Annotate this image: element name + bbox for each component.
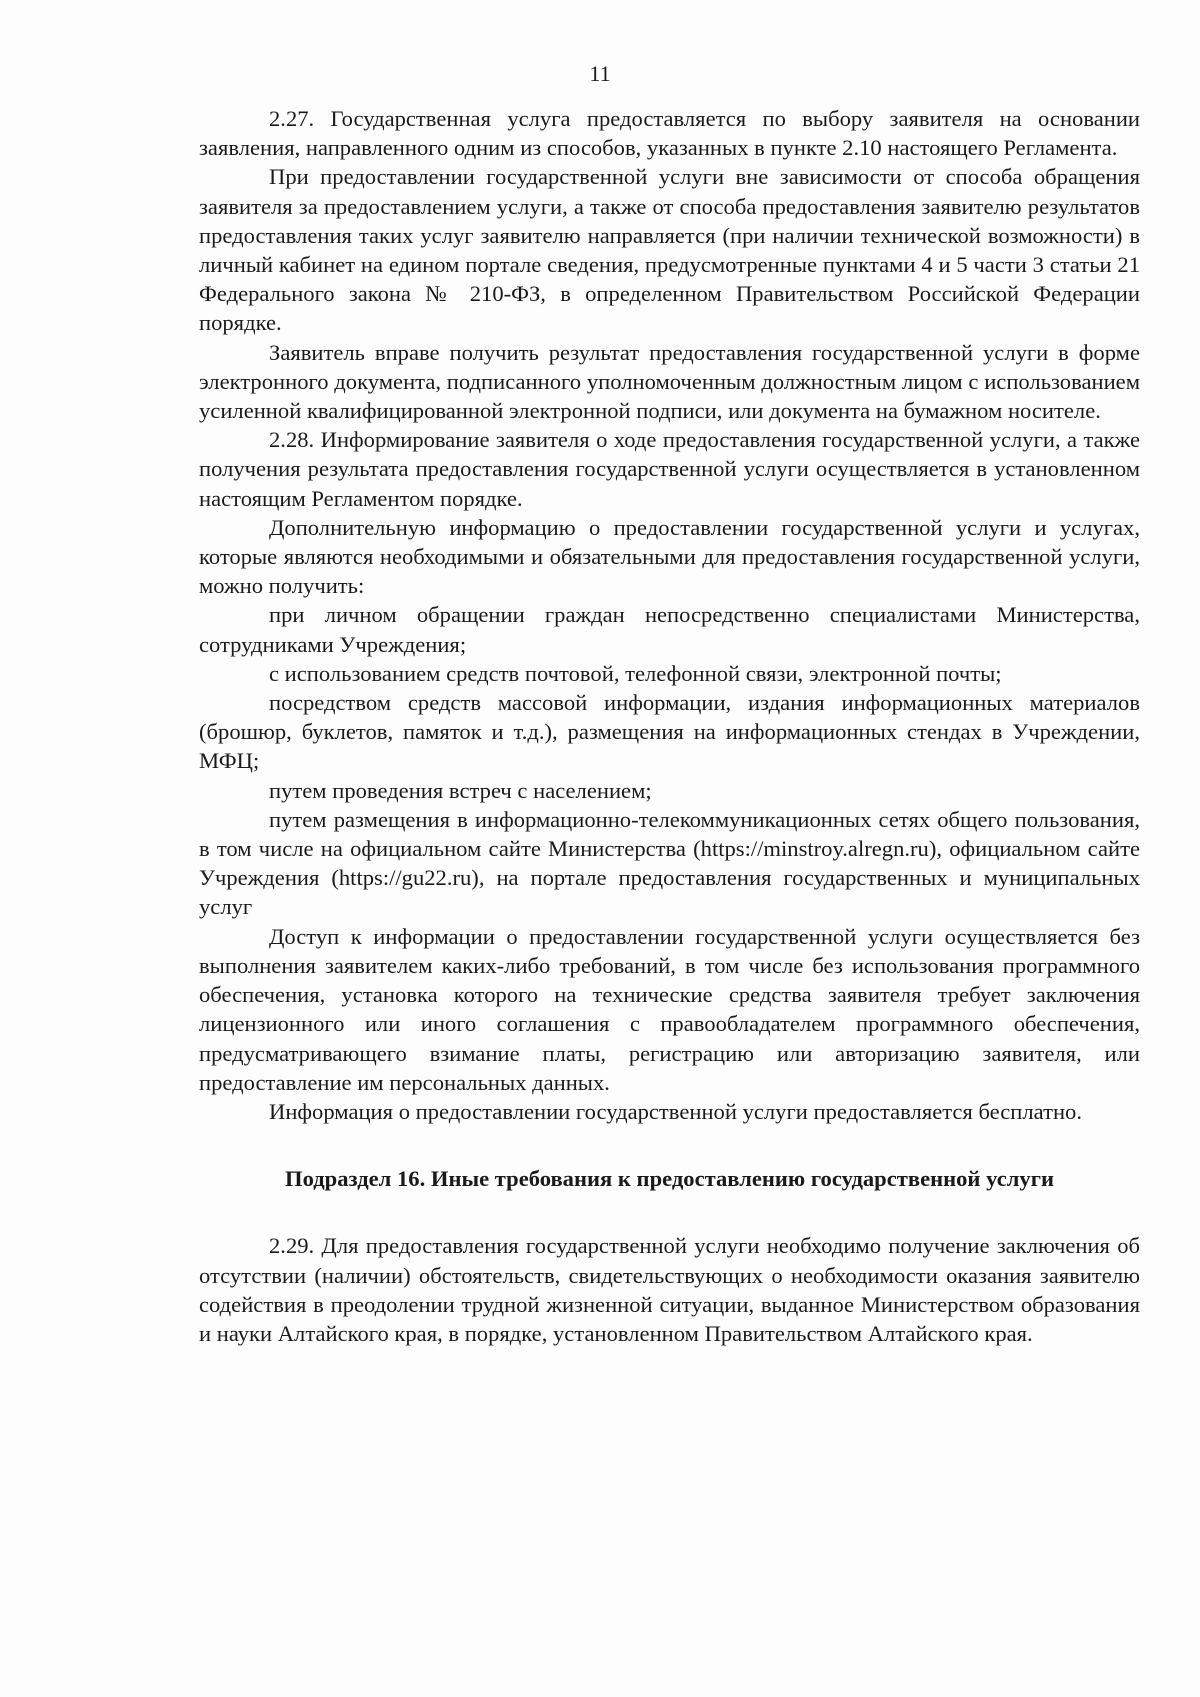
list-item-internet: путем размещения в информационно-телекоммуникационных сетях общего пользования, в том числе на официальном сайте Министерства (https://minstroy.alregn.ru), официальном сайте Учреждения (https://gu22.ru), на портале предоставления государственных и муниципальных услуг (199, 806, 1140, 920)
list-item-meetings: путем проведения встреч с населением; (269, 777, 652, 803)
paragraph-notification: При предоставлении государственной услуги вне зависимости от способа обращения заявителя за предоставлением услуги, а также от способа предоставления заявителю результатов предоставления таких услуг заявителю направляется (при наличии технической возможности) в личный кабинет на едином портале сведения, предусмотренные пунктами 4 и 5 части 3 статьи 21 Федерального закона № 210-ФЗ, в определенном Правительством Российской Федерации порядке. (199, 164, 1140, 336)
paragraph-result-form: Заявитель вправе получить результат предоставления государственной услуги в форме электронного документа, подписанного уполномоченным должностным лицом с использованием усиленной квалифицированной электронной подписи, или документа на бумажном носителе. (199, 339, 1140, 424)
paragraph-2-27: 2.27. Государственная услуга предоставляется по выбору заявителя на основании заявления, направленного одним из способов, указанных в пункте 2.10 настоящего Регламента. (199, 106, 1140, 161)
list-item-mass-media: посредством средств массовой информации, издания информационных материалов (брошюр, буклетов, памяток и т.д.), размещения на информационных стендах в Учреждении, МФЦ; (199, 690, 1140, 774)
page-number: 11 (589, 61, 611, 86)
document-body (199, 104, 1140, 1348)
paragraph-2-29: 2.29. Для предоставления государственной услуги необходимо получение заключения об отсутствии (наличии) обстоятельств, свидетельствующих о необходимости оказания заявителю содействия в преодолении трудной жизненной ситуации, выданное Министерством образования и науки Алтайского края, в порядке, установленном Правительством Алтайского края. (199, 1233, 1140, 1346)
list-item-post-phone-email: с использованием средств почтовой, телефонной связи, электронной почты; (269, 660, 1002, 686)
paragraph-additional-info: Дополнительную информацию о предоставлении государственной услуги и услугах, которые являются необходимыми и обязательными для предоставления государственной услуги, можно получить: (199, 514, 1140, 599)
paragraph-free-of-charge: Информация о предоставлении государственной услуги предоставляется бесплатно. (269, 1098, 1082, 1124)
paragraph-access: Доступ к информации о предоставлении государственной услуги осуществляется без выполнения заявителем каких-либо требований, в том числе без использования программного обеспечения, установка которого на технические средства заявителя требует заключения лицензионного или иного соглашения с правообладателем программного обеспечения, предусматривающего взимание платы, регистрацию или авторизацию заявителя, или предоставление им персональных данных. (199, 923, 1140, 1095)
section-heading: Подраздел 16. Иные требования к предоставлению государственной услуги (285, 1166, 1054, 1192)
list-item-personal-visit: при личном обращении граждан непосредственно специалистами Министерства, сотрудниками Учреждения; (199, 602, 1140, 657)
paragraph-2-28: 2.28. Информирование заявителя о ходе предоставления государственной услуги, а также получения результата предоставления государственной услуги осуществляется в установленном настоящим Регламентом порядке. (199, 427, 1140, 511)
